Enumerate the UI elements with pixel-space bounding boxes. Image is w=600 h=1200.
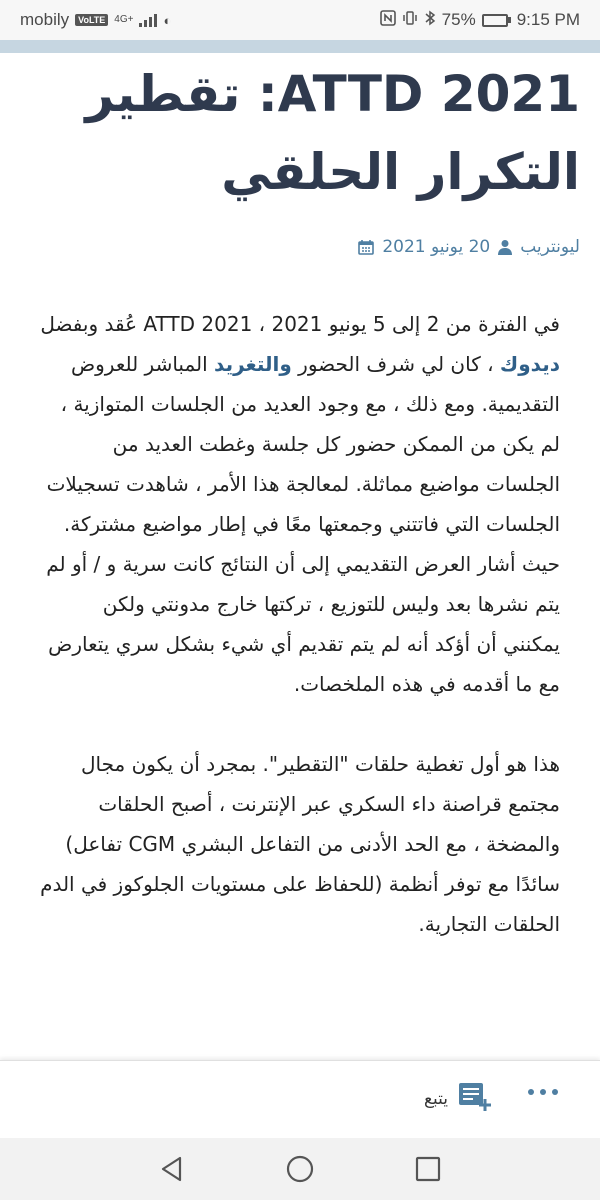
post-date[interactable]: 20 يونيو 2021 <box>382 237 491 257</box>
post-meta <box>20 237 580 257</box>
battery-icon <box>482 14 511 27</box>
system-nav-bar <box>0 1138 600 1200</box>
sync-icon: ◐ <box>163 12 172 28</box>
post-paragraph <box>40 744 560 944</box>
more-options-button[interactable] <box>528 1089 558 1095</box>
network-type: 4G+ <box>114 14 134 25</box>
follow-icon <box>458 1081 492 1117</box>
paragraph-text: المباشر للعروض التقديمية. ومع ذلك ، مع وجود العديد من الجلسات المتوازية ، لم يكن من الممكن حضور كل جلسة وغطت العديد من الجلسات مواضيع مماثلة. لمعالجة هذا الأمر ، شاهدت تسجيلات الجلسات التي فاتتني وجمعتها معًا في إطار مواضيع مشتركة. حيث أشار العرض التقديمي إلى أن النتائج كانت سرية و / أو لم يتم نشرها بعد وليس للتوزيع ، تركتها خارج مدونتي ولكن يمكنني أن أؤكد أنه لم يتم تقديم أي شيء بشكل سري يتعارض مع ما أقدمه في هذه الملخصات. <box>46 352 560 696</box>
follow-label: يتبع <box>424 1089 449 1109</box>
status-right <box>380 10 580 31</box>
inline-link[interactable]: والتغريد <box>214 352 292 376</box>
signal-icon <box>139 13 157 27</box>
volte-badge: VoLTE <box>75 14 108 26</box>
more-dot <box>552 1089 558 1095</box>
header-accent-strip <box>0 40 600 53</box>
recents-icon[interactable] <box>413 1154 443 1184</box>
status-left <box>20 10 171 30</box>
nfc-icon <box>380 10 396 31</box>
battery-percent: 75% <box>441 10 476 29</box>
vibrate-icon <box>402 10 418 31</box>
follow-button[interactable] <box>424 1081 492 1117</box>
post-title: ATTD 2021: تقطير التكرار الحلقي <box>85 65 580 201</box>
carrier-name: mobily <box>20 10 70 29</box>
clock: 9:15 PM <box>516 10 580 29</box>
calendar-icon <box>358 239 374 255</box>
paragraph-text: في الفترة من 2 إلى 5 يونيو 2021 ، ATTD 2021 عُقد وبفضل <box>40 312 560 336</box>
more-dot <box>540 1089 546 1095</box>
post-body <box>40 304 560 984</box>
more-dot <box>528 1089 534 1095</box>
home-icon[interactable] <box>285 1154 315 1184</box>
status-bar <box>0 0 600 40</box>
post-paragraph <box>40 304 560 704</box>
bluetooth-icon <box>424 10 436 31</box>
back-icon[interactable] <box>157 1154 187 1184</box>
author-icon <box>498 239 512 255</box>
inline-link[interactable]: ديدوك <box>499 352 560 376</box>
paragraph-text: ، كان لي شرف الحضور <box>291 352 500 376</box>
author-link[interactable]: ليونتريب <box>520 237 580 257</box>
follow-bar <box>0 1060 600 1139</box>
paragraph-text: هذا هو أول تغطية حلقات "التقطير". بمجرد أن يكون مجال مجتمع قراصنة داء السكري عبر الإنترنت ، أصبح الحلقات والمضخة ، مع الحد الأدنى من التفاعل البشري CGM تفاعل) سائدًا مع توفر أنظمة (للحفاظ على مستويات الجلوكوز في الدم الحلقات التجارية. <box>40 752 560 936</box>
